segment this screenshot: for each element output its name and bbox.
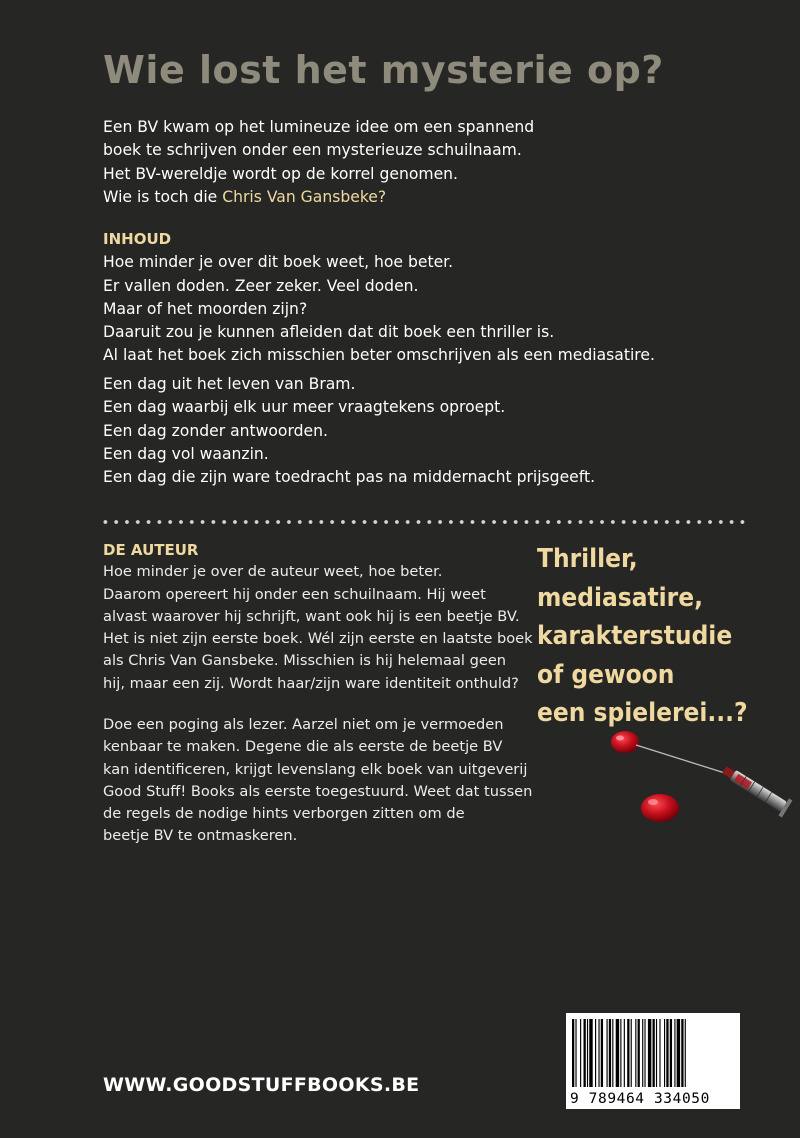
barcode-bar	[653, 1019, 655, 1087]
auteur-line: als Chris Van Gansbeke. Misschien is hij helemaal geen	[103, 652, 507, 670]
barcode-bar	[677, 1019, 680, 1087]
auteur-line: Daarom opereert hij onder een schuilnaam. Hij weet	[103, 585, 486, 603]
inhoud-line: Een dag zonder antwoorden.	[103, 421, 328, 440]
inhoud-line: Een dag vol waanzin.	[103, 444, 269, 463]
isbn-number: 9 789464 334050	[570, 1091, 710, 1107]
barcode-bar	[620, 1019, 621, 1087]
tagline-line: mediasatire,	[537, 582, 703, 613]
barcode-bar	[609, 1019, 611, 1087]
dotted-divider	[100, 518, 748, 526]
barcode-bar	[587, 1019, 588, 1087]
syringe-illustration	[600, 722, 800, 852]
intro-section	[103, 116, 534, 209]
intro-line: Het BV-wereldje wordt op de korrel genomen.	[103, 164, 459, 183]
inhoud-line: Een dag die zijn ware toedracht pas na middernacht prijsgeeft.	[103, 468, 596, 487]
barcode-bar	[616, 1019, 619, 1087]
barcode-bar	[595, 1019, 596, 1087]
intro-question-prefix: Wie is toch die	[103, 187, 223, 206]
barcode-bar	[627, 1019, 629, 1087]
blood-drop-icon	[611, 731, 639, 753]
barcode-bar	[575, 1019, 576, 1087]
auteur-heading: DE AUTEUR	[103, 541, 199, 559]
barcode-bar	[624, 1019, 625, 1087]
cover-title: Wie lost het mysterie op?	[103, 48, 664, 92]
auteur-paragraph-2	[103, 714, 532, 848]
tagline-line: Thriller,	[537, 544, 638, 574]
auteur-line: beetje BV te ontmaskeren.	[103, 827, 298, 845]
barcode-bar	[580, 1019, 581, 1087]
auteur-line: Hoe minder je over de auteur weet, hoe beter.	[103, 563, 443, 581]
barcode-bar	[681, 1019, 683, 1087]
auteur-line: alvast waarover hij schrijft, want ook hij is een beetje BV.	[103, 607, 520, 625]
barcode-bar	[572, 1019, 574, 1087]
barcode-bar	[635, 1019, 636, 1087]
inhoud-heading: INHOUD	[103, 230, 172, 248]
barcode-bar	[659, 1019, 660, 1087]
barcode-bar	[631, 1019, 632, 1087]
inhoud-line: Een dag waarbij elk uur meer vraagtekens oproept.	[103, 398, 506, 417]
auteur-line: de regels de nodige hints verborgen zitten om de	[103, 805, 465, 823]
inhoud-line: Al laat het boek zich misschien beter omschrijven als een mediasatire.	[103, 346, 655, 365]
barcode-bar	[638, 1019, 640, 1087]
intro-line: boek te schrijven onder een mysterieuze schuilnaam.	[103, 141, 522, 160]
inhoud-section	[103, 228, 655, 368]
barcode-bar	[664, 1019, 665, 1087]
inhoud-line: Een dag uit het leven van Bram.	[103, 375, 356, 393]
barcode-bar	[584, 1019, 586, 1087]
barcode-bar	[607, 1019, 608, 1087]
barcode-bar	[656, 1019, 657, 1087]
auteur-line: Doe een poging als lezer. Aarzel niet om je vermoeden	[103, 716, 504, 733]
intro-line: Een BV kwam op het lumineuze idee om een spannend	[103, 118, 535, 136]
author-pseudonym: Chris Van Gansbeke?	[222, 187, 387, 206]
barcode-bar	[589, 1019, 592, 1087]
barcode-icon	[572, 1019, 734, 1087]
blood-drop-icon	[641, 794, 679, 822]
barcode-bar	[674, 1019, 675, 1087]
barcode-bar	[670, 1019, 672, 1087]
auteur-line: Good Stuff! Books als eerste toegestuurd. Weet dat tussen	[103, 782, 533, 800]
barcode-bar	[666, 1019, 668, 1087]
barcode	[566, 1013, 740, 1109]
barcode-bar	[601, 1019, 603, 1087]
tagline-line: of gewoon	[537, 659, 675, 690]
inhoud-line: Daaruit zou je kunnen afleiden dat dit boek een thriller is.	[103, 323, 555, 342]
tagline-line: een spielerei...?	[537, 698, 748, 728]
barcode-bar	[685, 1019, 686, 1087]
auteur-line: kan identificeren, krijgt levenslang elk boek van uitgeverij	[103, 760, 528, 778]
inhoud-paragraph-2	[103, 373, 595, 489]
auteur-line: Het is niet zijn eerste boek. Wél zijn eerste en laatste boek	[103, 630, 533, 648]
website-link[interactable]: WWW.GOODSTUFFBOOKS.BE	[103, 1074, 420, 1096]
auteur-section	[103, 539, 533, 695]
intro-question	[103, 186, 534, 209]
auteur-line: hij, maar een zij. Wordt haar/zijn ware identiteit onthuld?	[103, 674, 519, 692]
auteur-line: kenbaar te maken. Degene die als eerste de beetje BV	[103, 738, 503, 756]
barcode-bar	[598, 1019, 599, 1087]
inhoud-line: Hoe minder je over dit boek weet, hoe beter.	[103, 253, 454, 272]
tagline	[537, 540, 748, 733]
barcode-bar	[642, 1019, 643, 1087]
inhoud-line: Maar of het moorden zijn?	[103, 299, 308, 318]
barcode-bar	[644, 1019, 645, 1087]
barcode-bar	[648, 1019, 651, 1087]
tagline-line: karakterstudie	[537, 621, 733, 651]
barcode-bar	[612, 1019, 613, 1087]
inhoud-line: Er vallen doden. Zeer zeker. Veel doden.	[103, 276, 419, 295]
